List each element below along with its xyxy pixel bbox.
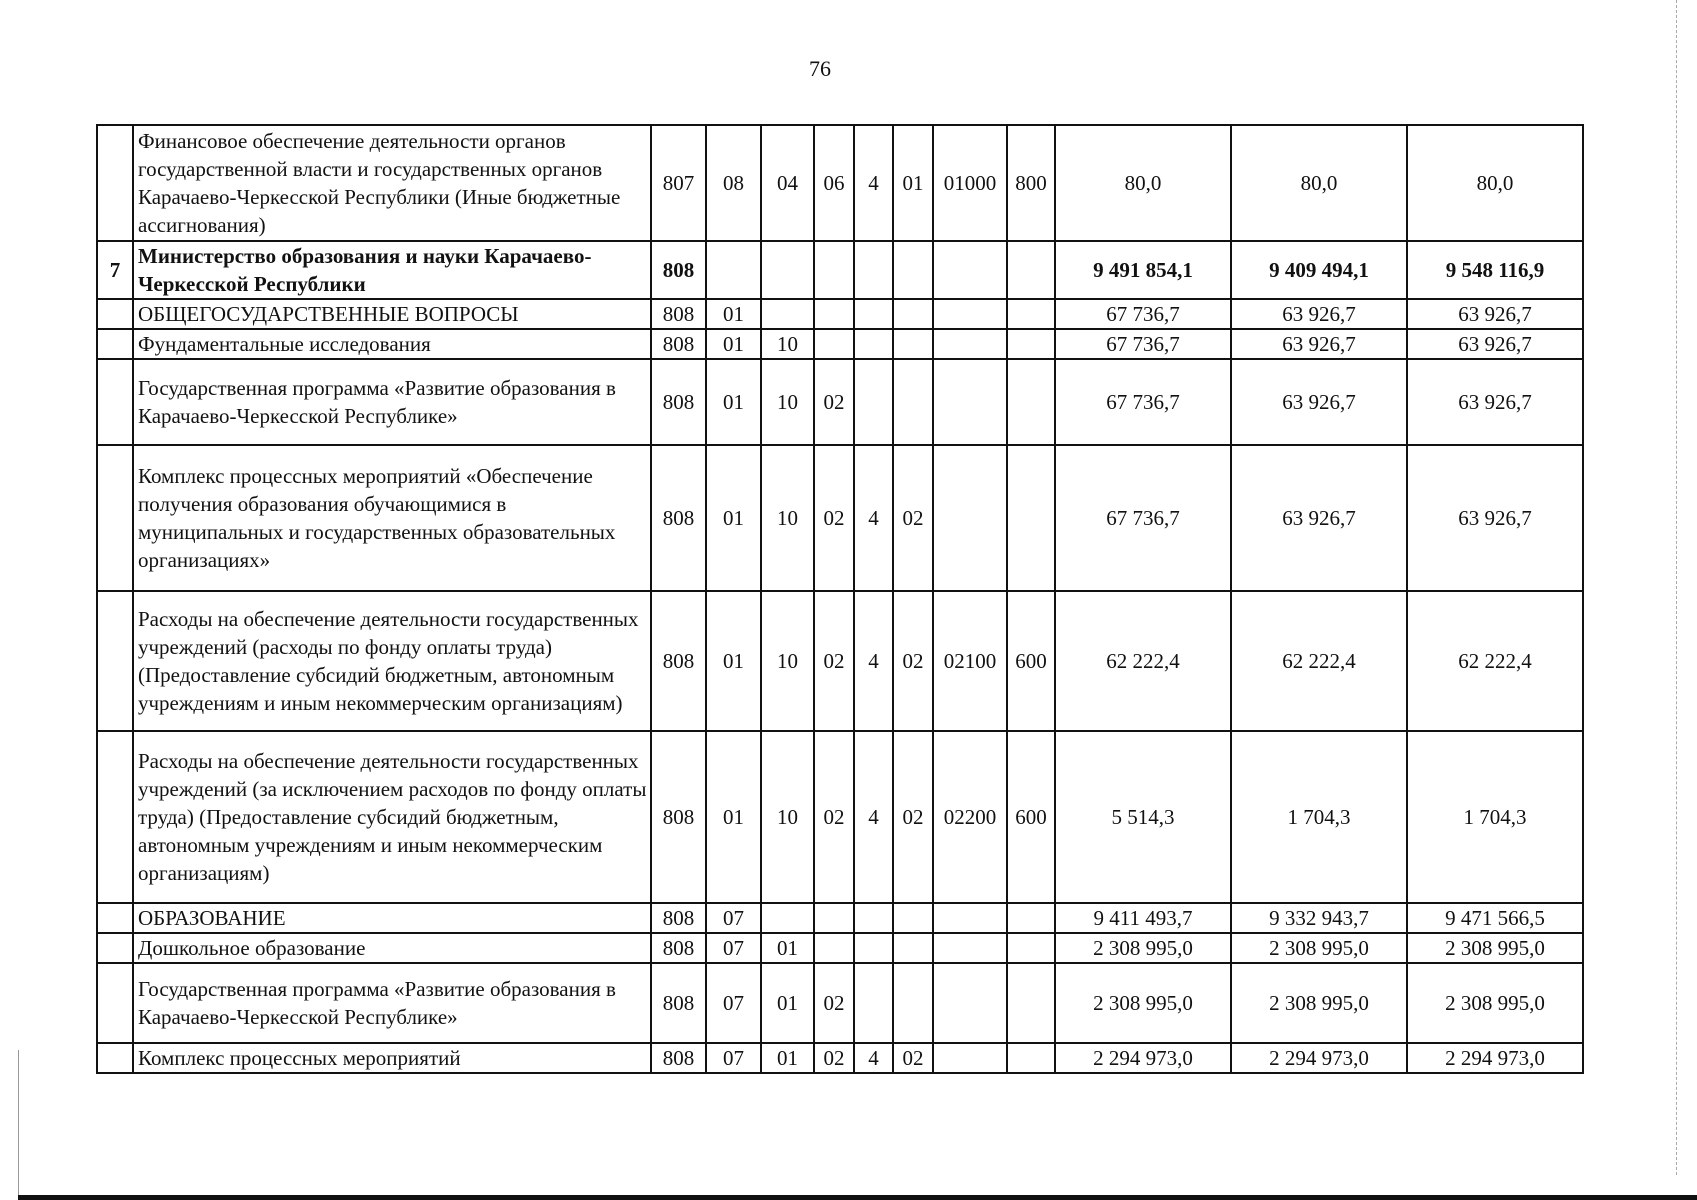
row-number bbox=[97, 125, 133, 241]
code-ministry: 808 bbox=[651, 241, 706, 299]
code-direction bbox=[933, 903, 1007, 933]
code-direction: 01000 bbox=[933, 125, 1007, 241]
amount-year-1: 67 736,7 bbox=[1055, 359, 1231, 445]
row-number bbox=[97, 903, 133, 933]
code-section: 01 bbox=[706, 731, 761, 903]
row-name: Дошкольное образование bbox=[133, 933, 651, 963]
code-ministry: 808 bbox=[651, 933, 706, 963]
code-program: 02 bbox=[814, 591, 854, 731]
code-type bbox=[854, 299, 893, 329]
amount-year-1: 9 411 493,7 bbox=[1055, 903, 1231, 933]
row-name: Расходы на обеспечение деятельности государственных учреждений (расходы по фонду оплаты труда) (Предоставление субсидий бюджетным, автономным учреждениям и иным некоммерческим организациям) bbox=[133, 591, 651, 731]
code-direction bbox=[933, 329, 1007, 359]
code-expense-type: 800 bbox=[1007, 125, 1055, 241]
code-direction bbox=[933, 933, 1007, 963]
amount-year-2: 2 308 995,0 bbox=[1231, 963, 1407, 1043]
amount-year-3: 1 704,3 bbox=[1407, 731, 1583, 903]
table-row bbox=[97, 591, 1583, 731]
code-expense-type bbox=[1007, 359, 1055, 445]
code-program bbox=[814, 903, 854, 933]
row-number bbox=[97, 591, 133, 731]
amount-year-2: 2 308 995,0 bbox=[1231, 933, 1407, 963]
amount-year-1: 80,0 bbox=[1055, 125, 1231, 241]
code-type: 4 bbox=[854, 591, 893, 731]
code-type bbox=[854, 359, 893, 445]
code-complex: 02 bbox=[893, 591, 933, 731]
code-subsection bbox=[761, 241, 814, 299]
table-row bbox=[97, 1043, 1583, 1073]
code-complex bbox=[893, 241, 933, 299]
code-section: 01 bbox=[706, 445, 761, 591]
amount-year-2: 63 926,7 bbox=[1231, 299, 1407, 329]
row-number: 7 bbox=[97, 241, 133, 299]
amount-year-1: 5 514,3 bbox=[1055, 731, 1231, 903]
code-subsection: 10 bbox=[761, 445, 814, 591]
code-type bbox=[854, 933, 893, 963]
code-ministry: 808 bbox=[651, 963, 706, 1043]
code-type bbox=[854, 329, 893, 359]
code-program: 02 bbox=[814, 1043, 854, 1073]
code-section: 07 bbox=[706, 933, 761, 963]
table-row bbox=[97, 241, 1583, 299]
code-type: 4 bbox=[854, 731, 893, 903]
row-name: ОБЩЕГОСУДАРСТВЕННЫЕ ВОПРОСЫ bbox=[133, 299, 651, 329]
scan-edge-line-left bbox=[18, 1050, 19, 1195]
code-direction bbox=[933, 963, 1007, 1043]
table-row bbox=[97, 903, 1583, 933]
amount-year-1: 2 308 995,0 bbox=[1055, 933, 1231, 963]
row-number bbox=[97, 445, 133, 591]
code-expense-type bbox=[1007, 299, 1055, 329]
row-name: Министерство образования и науки Карачаево-Черкесской Республики bbox=[133, 241, 651, 299]
code-section: 08 bbox=[706, 125, 761, 241]
table-row bbox=[97, 329, 1583, 359]
row-name: Расходы на обеспечение деятельности государственных учреждений (за исключением расходов по фонду оплаты труда) (Предоставление субсидий бюджетным, автономным учреждениям и иным некоммерческим организациям) bbox=[133, 731, 651, 903]
code-type: 4 bbox=[854, 1043, 893, 1073]
code-type bbox=[854, 903, 893, 933]
code-section: 07 bbox=[706, 903, 761, 933]
row-name: Фундаментальные исследования bbox=[133, 329, 651, 359]
row-number bbox=[97, 329, 133, 359]
row-number bbox=[97, 963, 133, 1043]
code-expense-type bbox=[1007, 933, 1055, 963]
code-program: 02 bbox=[814, 731, 854, 903]
code-subsection: 10 bbox=[761, 731, 814, 903]
code-expense-type bbox=[1007, 445, 1055, 591]
table-row bbox=[97, 963, 1583, 1043]
amount-year-2: 80,0 bbox=[1231, 125, 1407, 241]
amount-year-2: 62 222,4 bbox=[1231, 591, 1407, 731]
code-subsection: 01 bbox=[761, 963, 814, 1043]
amount-year-1: 67 736,7 bbox=[1055, 329, 1231, 359]
code-program bbox=[814, 329, 854, 359]
amount-year-2: 2 294 973,0 bbox=[1231, 1043, 1407, 1073]
amount-year-1: 9 491 854,1 bbox=[1055, 241, 1231, 299]
code-ministry: 807 bbox=[651, 125, 706, 241]
row-number bbox=[97, 731, 133, 903]
code-direction bbox=[933, 299, 1007, 329]
table-row bbox=[97, 933, 1583, 963]
amount-year-1: 2 308 995,0 bbox=[1055, 963, 1231, 1043]
row-number bbox=[97, 299, 133, 329]
amount-year-1: 2 294 973,0 bbox=[1055, 1043, 1231, 1073]
code-expense-type bbox=[1007, 1043, 1055, 1073]
code-type: 4 bbox=[854, 445, 893, 591]
table-row bbox=[97, 359, 1583, 445]
code-complex bbox=[893, 329, 933, 359]
code-type bbox=[854, 241, 893, 299]
amount-year-3: 9 471 566,5 bbox=[1407, 903, 1583, 933]
code-program: 02 bbox=[814, 963, 854, 1043]
table-row bbox=[97, 125, 1583, 241]
code-subsection: 10 bbox=[761, 359, 814, 445]
code-direction: 02200 bbox=[933, 731, 1007, 903]
code-subsection: 10 bbox=[761, 329, 814, 359]
code-program: 02 bbox=[814, 445, 854, 591]
code-direction bbox=[933, 445, 1007, 591]
amount-year-3: 80,0 bbox=[1407, 125, 1583, 241]
code-subsection: 01 bbox=[761, 933, 814, 963]
code-complex bbox=[893, 963, 933, 1043]
code-ministry: 808 bbox=[651, 445, 706, 591]
code-program bbox=[814, 933, 854, 963]
code-direction bbox=[933, 359, 1007, 445]
code-program: 06 bbox=[814, 125, 854, 241]
code-subsection bbox=[761, 299, 814, 329]
code-direction bbox=[933, 1043, 1007, 1073]
amount-year-1: 67 736,7 bbox=[1055, 299, 1231, 329]
row-number bbox=[97, 359, 133, 445]
amount-year-2: 63 926,7 bbox=[1231, 329, 1407, 359]
code-subsection bbox=[761, 903, 814, 933]
amount-year-3: 2 308 995,0 bbox=[1407, 963, 1583, 1043]
code-ministry: 808 bbox=[651, 591, 706, 731]
code-program bbox=[814, 299, 854, 329]
amount-year-2: 9 332 943,7 bbox=[1231, 903, 1407, 933]
amount-year-3: 63 926,7 bbox=[1407, 359, 1583, 445]
row-name: Государственная программа «Развитие образования в Карачаево-Черкесской Республике» bbox=[133, 359, 651, 445]
code-complex: 02 bbox=[893, 1043, 933, 1073]
code-complex bbox=[893, 903, 933, 933]
scan-edge-line bbox=[1676, 0, 1678, 1175]
amount-year-1: 67 736,7 bbox=[1055, 445, 1231, 591]
code-subsection: 01 bbox=[761, 1043, 814, 1073]
code-ministry: 808 bbox=[651, 299, 706, 329]
code-direction: 02100 bbox=[933, 591, 1007, 731]
amount-year-3: 2 294 973,0 bbox=[1407, 1043, 1583, 1073]
amount-year-1: 62 222,4 bbox=[1055, 591, 1231, 731]
code-direction bbox=[933, 241, 1007, 299]
table-row bbox=[97, 731, 1583, 903]
row-name: Комплекс процессных мероприятий «Обеспечение получения образования обучающимися в муниципальных и государственных образовательных организациях» bbox=[133, 445, 651, 591]
amount-year-2: 9 409 494,1 bbox=[1231, 241, 1407, 299]
amount-year-3: 63 926,7 bbox=[1407, 299, 1583, 329]
row-name: Государственная программа «Развитие образования в Карачаево-Черкесской Республике» bbox=[133, 963, 651, 1043]
code-program: 02 bbox=[814, 359, 854, 445]
code-complex bbox=[893, 933, 933, 963]
amount-year-3: 62 222,4 bbox=[1407, 591, 1583, 731]
code-ministry: 808 bbox=[651, 903, 706, 933]
code-section: 01 bbox=[706, 299, 761, 329]
code-complex: 02 bbox=[893, 731, 933, 903]
code-complex: 02 bbox=[893, 445, 933, 591]
amount-year-2: 63 926,7 bbox=[1231, 445, 1407, 591]
table-row bbox=[97, 299, 1583, 329]
code-section: 07 bbox=[706, 1043, 761, 1073]
amount-year-3: 9 548 116,9 bbox=[1407, 241, 1583, 299]
amount-year-3: 2 308 995,0 bbox=[1407, 933, 1583, 963]
row-number bbox=[97, 1043, 133, 1073]
code-program bbox=[814, 241, 854, 299]
code-section bbox=[706, 241, 761, 299]
row-number bbox=[97, 933, 133, 963]
code-complex: 01 bbox=[893, 125, 933, 241]
code-expense-type bbox=[1007, 329, 1055, 359]
amount-year-2: 1 704,3 bbox=[1231, 731, 1407, 903]
code-section: 01 bbox=[706, 591, 761, 731]
scan-bottom-border bbox=[18, 1195, 1697, 1200]
budget-table bbox=[96, 124, 1584, 1074]
code-expense-type bbox=[1007, 241, 1055, 299]
row-name: Комплекс процессных мероприятий bbox=[133, 1043, 651, 1073]
amount-year-2: 63 926,7 bbox=[1231, 359, 1407, 445]
row-name: Финансовое обеспечение деятельности органов государственной власти и государственных органов Карачаево-Черкесской Республики (Иные бюджетные ассигнования) bbox=[133, 125, 651, 241]
code-type: 4 bbox=[854, 125, 893, 241]
table-row bbox=[97, 445, 1583, 591]
code-ministry: 808 bbox=[651, 731, 706, 903]
code-subsection: 10 bbox=[761, 591, 814, 731]
code-ministry: 808 bbox=[651, 1043, 706, 1073]
code-expense-type bbox=[1007, 963, 1055, 1043]
code-section: 07 bbox=[706, 963, 761, 1043]
code-expense-type bbox=[1007, 903, 1055, 933]
code-section: 01 bbox=[706, 359, 761, 445]
code-type bbox=[854, 963, 893, 1043]
code-complex bbox=[893, 299, 933, 329]
code-expense-type: 600 bbox=[1007, 731, 1055, 903]
code-subsection: 04 bbox=[761, 125, 814, 241]
code-ministry: 808 bbox=[651, 329, 706, 359]
code-expense-type: 600 bbox=[1007, 591, 1055, 731]
page-number: 76 bbox=[809, 56, 831, 81]
code-complex bbox=[893, 359, 933, 445]
amount-year-3: 63 926,7 bbox=[1407, 329, 1583, 359]
amount-year-3: 63 926,7 bbox=[1407, 445, 1583, 591]
code-section: 01 bbox=[706, 329, 761, 359]
row-name: ОБРАЗОВАНИЕ bbox=[133, 903, 651, 933]
code-ministry: 808 bbox=[651, 359, 706, 445]
